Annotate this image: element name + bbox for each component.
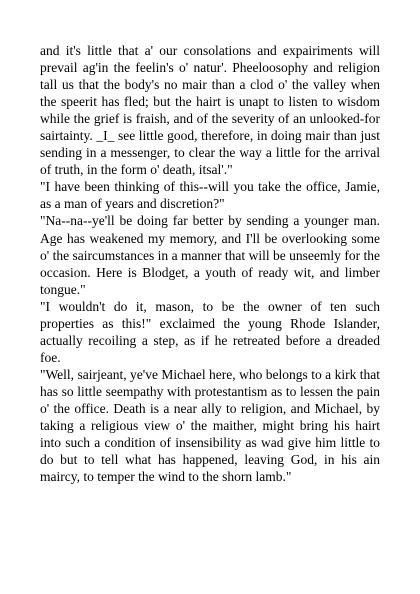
paragraph-2: "I have been thinking of this--will you take the office, Jamie, as a man of years and discretion?" — [40, 179, 380, 212]
paragraph-1: and it's little that a' our consolations and expairiments will prevail ag'in the feelin's o' natur'. Pheeloosophy and religion tall us that the body's no mair than a clod o' the valley when the speerit has fled; but the hairt is unapt to listen to wisdom while the grief is fraish, and of the severity of an unlooked-for sairtainty. _I_ see little good, therefore, in doing mair than just sending in a messenger, to clear the way a little for the arrival of truth, in the form o' death, itsal'." — [40, 43, 380, 178]
paragraph-4: "I wouldn't do it, mason, to be the owner of ten such properties as this!" exclaimed the young Rhode Islander, actually recoiling a step, as if he retreated before a dreaded foe. — [40, 298, 380, 365]
paragraph-3: "Na--na--ye'll be doing far better by sending a younger man. Age has weakened my memory, and I'll be overlooking some o' the saircumstances in a manner that will be unseemly for the occasion. Here is Blodget, a youth of ready wit, and limber tongue." — [40, 213, 380, 297]
document-page — [40, 42, 380, 485]
paragraph-5: "Well, sairjeant, ye've Michael here, who belongs to a kirk that has so little seempathy with protestantism as to lessen the pain o' the office. Death is a near ally to religion, and Michael, by taking a religious view o' the maither, might bring his hairt into such a condition of insensibility as wad give him little to do but to tell what has happened, leaving God, in his ain maircy, to temper the wind to the shorn lamb." — [40, 366, 380, 485]
